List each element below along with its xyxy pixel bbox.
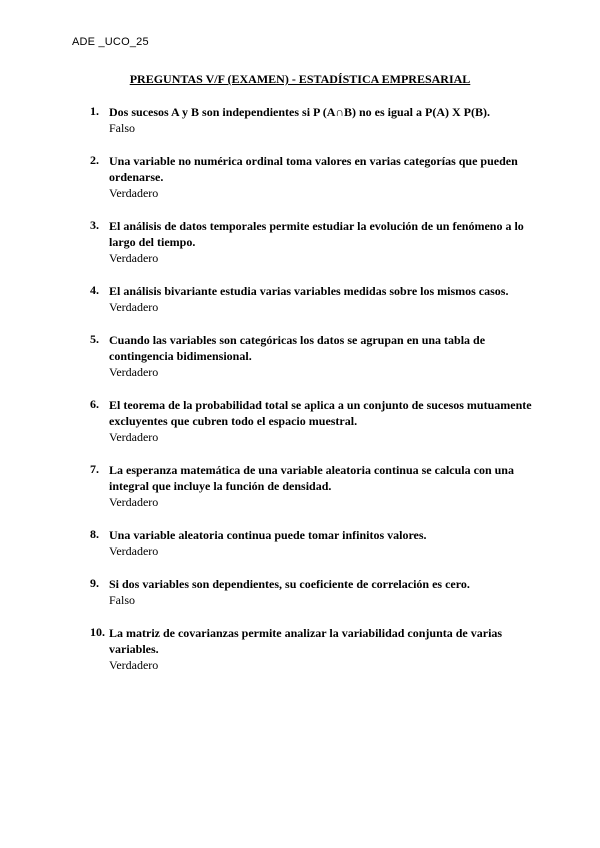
question-item: [90, 527, 535, 559]
question-answer: Verdadero: [109, 658, 159, 672]
question-answer: Verdadero: [109, 251, 159, 265]
question-statement: Si dos variables son dependientes, su coeficiente de correlación es cero.: [109, 577, 470, 591]
question-item: [90, 397, 535, 445]
question-answer: Verdadero: [109, 365, 159, 379]
question-number: 9.: [90, 576, 99, 590]
question-statement: El análisis bivariante estudia varias variables medidas sobre los mismos casos.: [109, 284, 509, 298]
question-item: [90, 104, 535, 136]
question-number: 2.: [90, 153, 99, 167]
question-item: [90, 283, 535, 315]
question-number: 5.: [90, 332, 99, 346]
question-answer: Falso: [109, 121, 136, 135]
question-statement: El análisis de datos temporales permite estudiar la evolución de un fenómeno a lo largo del tiempo.: [109, 219, 524, 249]
question-statement: Cuando las variables son categóricas los datos se agrupan en una tabla de contingencia bidimensional.: [109, 333, 486, 363]
question-item: [90, 332, 535, 380]
question-number: 4.: [90, 283, 99, 297]
question-number: 7.: [90, 462, 99, 476]
question-answer: Verdadero: [109, 495, 159, 509]
question-number: 1.: [90, 104, 99, 118]
question-answer: Verdadero: [109, 186, 159, 200]
question-statement: Una variable no numérica ordinal toma valores en varias categorías que pueden ordenarse.: [109, 154, 518, 184]
question-statement: La esperanza matemática de una variable aleatoria continua se calcula con una integral que incluye la función de densidad.: [109, 463, 514, 493]
question-answer: Verdadero: [109, 430, 159, 444]
question-number: 6.: [90, 397, 99, 411]
question-item: [90, 218, 535, 266]
question-answer: Verdadero: [109, 300, 159, 314]
question-number: 3.: [90, 218, 99, 232]
question-item: [90, 462, 535, 510]
question-statement: El teorema de la probabilidad total se aplica a un conjunto de sucesos mutuamente excluyentes que cubren todo el espacio muestral.: [109, 398, 532, 428]
question-statement: La matriz de covarianzas permite analizar la variabilidad conjunta de varias variables.: [109, 626, 503, 656]
question-list: [90, 104, 535, 690]
question-statement: Dos sucesos A y B son independientes si P (A∩B) no es igual a P(A) X P(B).: [109, 105, 490, 119]
document-code: ADE _UCO_25: [72, 36, 149, 48]
question-item: [90, 576, 535, 608]
question-number: 8.: [90, 527, 99, 541]
question-number: 10.: [90, 625, 105, 639]
question-item: [90, 625, 535, 673]
question-statement: Una variable aleatoria continua puede tomar infinitos valores.: [109, 528, 427, 542]
document-title: PREGUNTAS V/F (EXAMEN) - ESTADÍSTICA EMPRESARIAL: [129, 72, 471, 86]
question-answer: Falso: [109, 593, 136, 607]
question-answer: Verdadero: [109, 544, 159, 558]
question-item: [90, 153, 535, 201]
